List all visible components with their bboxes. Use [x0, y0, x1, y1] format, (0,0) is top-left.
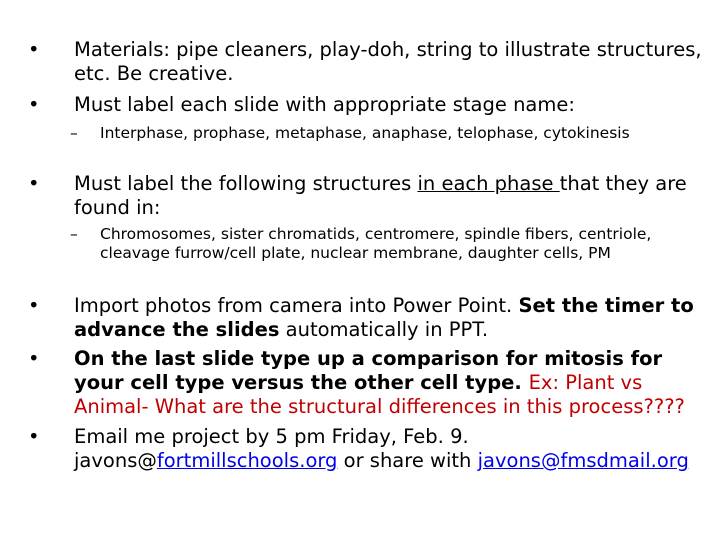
bullet-label-structures: [74, 172, 704, 220]
import-bold: Set the timer to advance the slides: [74, 294, 694, 341]
structures-text: Chromosomes, sister chromatids, centromere, spindle fibers, centriole, cleavage furrow/cell plate, nuclear membrane, daughter cells, PM: [100, 225, 652, 262]
label-structures-after: that they are found in:: [74, 172, 687, 219]
sub-bullet-stages: [100, 124, 700, 143]
import-text-1: Import photos from camera into Power Point.: [74, 294, 519, 317]
domain-link[interactable]: fortmillschools.org: [156, 449, 338, 472]
bullet-import: [74, 294, 704, 342]
stages-text: Interphase, prophase, metaphase, anaphase, telophase, cytokinesis: [100, 124, 630, 142]
last-slide-bold: On the last slide type up a comparison for mitosis for your cell type versus the other cell type.: [74, 347, 663, 394]
email-middle: or share with: [337, 449, 478, 472]
materials-text: Materials: pipe cleaners, play-doh, string to illustrate structures, etc. Be creative.: [74, 38, 702, 85]
label-structures-before: Must label the following structures: [74, 172, 418, 195]
share-email-link[interactable]: javons@fmsdmail.org: [477, 449, 689, 472]
bullet-email: [74, 425, 704, 473]
bullet-materials: [74, 38, 704, 86]
email-text: Email me project by 5 pm Friday, Feb. 9. javons@: [74, 425, 469, 472]
import-text-2: automatically in PPT.: [279, 318, 489, 341]
bullet-last-slide: [74, 347, 704, 419]
bullet-label-slide: [74, 93, 704, 117]
last-slide-red: Ex: Plant vs Animal- What are the structural differences in this process????: [74, 371, 685, 418]
label-slide-text: Must label each slide with appropriate stage name:: [74, 93, 575, 116]
sub-bullet-structures: [100, 225, 700, 263]
label-structures-emphasis: in each phase: [417, 172, 560, 195]
